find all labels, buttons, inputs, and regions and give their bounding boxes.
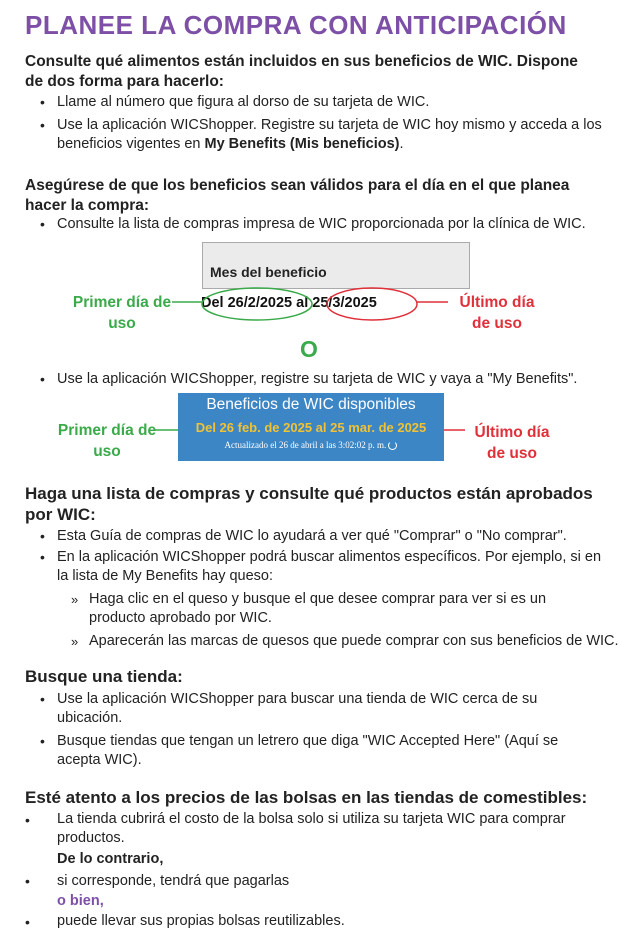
first-day-label: Primer día de uso — [72, 294, 172, 332]
section-1-heading: Consulte qué alimentos están incluidos en sus beneficios de WIC. Dispone de dos forma para hacerlo: — [25, 53, 578, 90]
s2-bullet-2: • Use la aplicación WICShopper, registre su tarjeta de WIC y vaya a "My Benefits". — [57, 370, 607, 389]
refresh-icon[interactable] — [388, 441, 397, 450]
s1-bullet-1: • Llame al número que figura al dorso de su tarjeta de WIC. — [57, 93, 597, 112]
page-title: PLANEE LA COMPRA CON ANTICIPACIÓN — [25, 10, 567, 40]
s5-bullet-dot-1: • — [25, 812, 30, 828]
s4-bullet-1: • Use la aplicación WICShopper para buscar una tienda de WIC cerca de su ubicación. — [57, 690, 567, 728]
s5-bullet-dot-2: • — [25, 873, 30, 889]
benefit-dates: Del 26/2/2025 al 25/3/2025 — [201, 295, 377, 311]
last-day-circle — [327, 288, 417, 320]
s5-bullet-1: La tienda cubrirá el costo de la bolsa solo si utiliza su tarjeta WIC para comprar productos. — [57, 811, 566, 846]
my-benefits-label: My Benefits (Mis beneficios) — [204, 136, 400, 152]
app-panel-updated: Actualizado el 26 de abril a las 3:02:02 p. m. — [178, 440, 444, 450]
s1-bullet-2: • Use la aplicación WICShopper. Registre su tarjeta de WIC hoy mismo y acceda a los beneficios vigentes en My Benefits (Mis beneficios). — [57, 116, 602, 154]
s3-bullet-2: • En la aplicación WICShopper podrá buscar alimentos específicos. Por ejemplo, si en la lista de My Benefits hay queso: — [57, 548, 602, 586]
app-first-day-label: Primer día de uso — [57, 422, 157, 460]
section-3-heading: Haga una lista de compras y consulte qué productos están aprobados por WIC: — [25, 484, 593, 524]
section-2-heading: Asegúrese de que los beneficios sean válidos para el día en el que planea hacer la compra: — [25, 177, 570, 214]
s5-otherwise: De lo contrario, — [57, 851, 164, 867]
app-last-day-label: Último día de uso — [474, 424, 550, 462]
section-5-heading: Esté atento a los precios de las bolsas en las tiendas de comestibles: — [25, 788, 588, 807]
s5-bullet-dot-3: • — [25, 914, 30, 930]
s5-bullet-3: puede llevar sus propias bolsas reutilizables. — [57, 913, 345, 929]
benefit-month-label: Mes del beneficio — [210, 264, 327, 280]
s5-or-well: o bien, — [57, 893, 104, 909]
first-day-circle — [202, 288, 312, 320]
s3-bullet-1: • Esta Guía de compras de WIC lo ayudará a ver qué "Comprar" o "No comprar". — [57, 527, 607, 546]
s3-sub-1: » Haga clic en el queso y busque el que desee comprar para ver si es un producto aprobado por WIC. — [89, 590, 589, 628]
last-day-label: Último día de uso — [459, 294, 535, 332]
s5-bullet-2: si corresponde, tendrá que pagarlas — [57, 873, 290, 889]
s2-bullet-1: • Consulte la lista de compras impresa de WIC proporcionada por la clínica de WIC. — [57, 215, 607, 234]
s3-sub-2: » Aparecerán las marcas de quesos que puede comprar con sus beneficios de WIC. — [89, 632, 609, 651]
app-panel-dates: Del 26 feb. de 2025 al 25 mar. de 2025 — [195, 420, 427, 435]
app-panel-title: Beneficios de WIC disponibles — [206, 396, 416, 413]
s4-bullet-2: • Busque tiendas que tengan un letrero que diga "WIC Accepted Here" (Aquí se acepta WIC). — [57, 732, 592, 770]
or-separator: O — [300, 336, 318, 362]
section-4-heading: Busque una tienda: — [25, 667, 183, 686]
